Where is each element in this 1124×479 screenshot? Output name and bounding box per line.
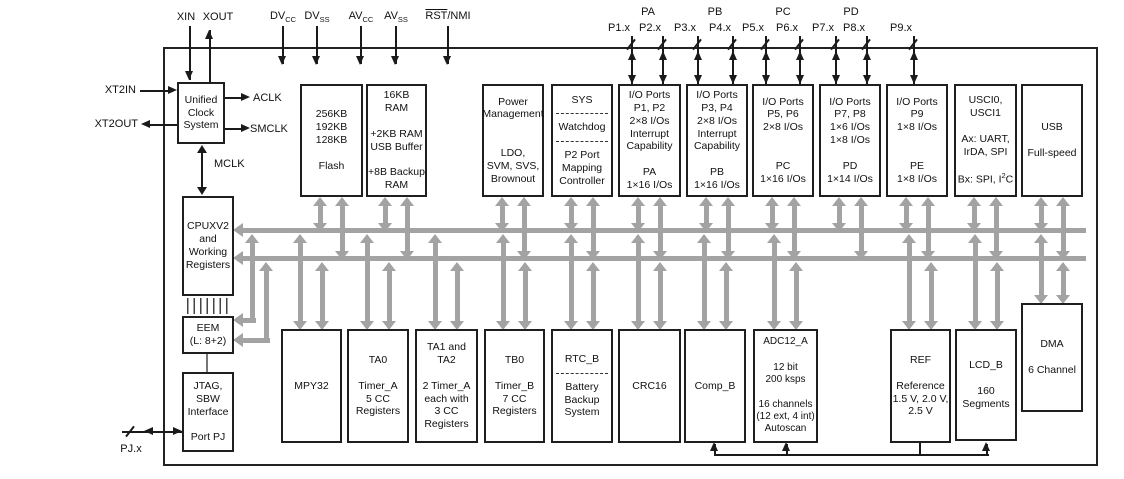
bus-link [652, 262, 668, 330]
bus-link [720, 197, 736, 260]
port-pin-line-p6 [799, 36, 801, 84]
port-pin-line-p4 [732, 36, 734, 84]
bus-link [517, 262, 533, 330]
port-pin-line-p5 [765, 36, 767, 84]
bus-link [312, 197, 328, 232]
pin-label-pjx: PJ.x [120, 443, 142, 455]
supply-arrow [356, 56, 364, 65]
aclk-arrow [241, 93, 250, 101]
bus-link [766, 234, 782, 330]
block-unified-clock-system: Unified Clock System [177, 82, 225, 144]
block-lcd-b: LCD_B 160 Segments [955, 329, 1017, 441]
pin-label-rst-nmi: $\overline{RST}$/NMI [425, 10, 471, 22]
xout-arrow [205, 30, 213, 39]
block-io-ports-p1-p2: I/O Ports P1, P2 2×8 I/Os Interrupt Capability PA 1×16 I/Os [618, 84, 681, 197]
block-adc12: ADC12_A 12 bit 200 ksps 16 channels (12 ext, 4 int) Autoscan [753, 329, 818, 443]
bus-link [652, 197, 668, 260]
smclk-arrow [241, 124, 250, 132]
bus-link [563, 197, 579, 232]
pin-label-p8x: P8.x [842, 22, 865, 34]
pin-label-xt2in: XT2IN [104, 84, 136, 96]
supply-arrow [391, 56, 399, 65]
xt2out-line [150, 124, 177, 126]
bus-link [988, 197, 1004, 260]
port-pin-line-p2 [662, 36, 664, 84]
port-group-label-pa: PA [641, 6, 655, 18]
bus-link [359, 234, 375, 330]
bus-link [1033, 197, 1049, 232]
eem-bus-arm [243, 338, 270, 343]
ref-to-lcd-arrow [982, 442, 990, 451]
port-pin-line-p8 [866, 36, 868, 84]
bus-link [967, 234, 983, 330]
block-ram: 16KB RAM +2KB RAM USB Buffer +8B Backup RAM [366, 84, 427, 197]
pin-label-avcc: $AV_{CC}$ [348, 10, 374, 25]
bus-link-eem [258, 262, 274, 343]
bus-link [449, 262, 465, 330]
port-pin-line-p3 [697, 36, 699, 84]
bus-link [377, 197, 393, 232]
bus-link [831, 197, 847, 232]
bus-link [585, 262, 601, 330]
block-mpy32: MPY32 [281, 329, 342, 443]
block-comp-b: Comp_B [684, 329, 746, 443]
block-io-ports-p5-p6: I/O Ports P5, P6 2×8 I/Os PC 1×16 I/Os [752, 84, 814, 197]
bus-link [788, 262, 804, 330]
bus-link [966, 197, 982, 232]
bus-link [381, 262, 397, 330]
bus-link [334, 197, 350, 260]
port-group-label-pd: PD [843, 6, 859, 18]
bus-link [494, 197, 510, 232]
port-pin-line-p9 [913, 36, 915, 84]
signal-label-smclk: SMCLK [250, 123, 288, 135]
supply-arrow [312, 56, 320, 65]
eem-jtag-link [206, 354, 208, 372]
bus-link [630, 234, 646, 330]
bus-link [920, 197, 936, 260]
block-cpu: CPUXV2 and Working Registers [182, 196, 234, 296]
pin-label-p2x: P2.x [638, 22, 661, 34]
block-io-ports-p9: I/O Ports P9 1×8 I/Os PE 1×8 I/Os [886, 84, 948, 197]
bus-link [630, 197, 646, 232]
block-rtc: RTC_B Battery Backup System [551, 329, 613, 443]
pin-label-p4x: P4.x [708, 22, 731, 34]
bus-link [292, 234, 308, 330]
bus-link [764, 197, 780, 232]
block-io-ports-p3-p4: I/O Ports P3, P4 2×8 I/Os Interrupt Capability PB 1×16 I/Os [686, 84, 748, 197]
bus-link [1055, 262, 1071, 304]
xt2in-line [140, 90, 169, 92]
port-pin-line-p7 [835, 36, 837, 84]
ref-to-comp-arrow [710, 442, 718, 451]
bus-link [1055, 197, 1071, 260]
smclk-line [225, 128, 242, 130]
port-group-label-pb: PB [707, 6, 723, 18]
reset-arrow [443, 56, 451, 65]
bus-link [898, 197, 914, 232]
bus-link [923, 262, 939, 330]
pin-label-dvcc: $DV_{CC}$ [269, 10, 297, 25]
block-ref: REF Reference 1.5 V, 2.0 V, 2.5 V [890, 329, 951, 443]
pin-label-p7x: P7.x [811, 22, 834, 34]
block-io-ports-p7-p8: I/O Ports P7, P8 1×6 I/Os 1×8 I/Os PD 1×14 I/Os [819, 84, 881, 197]
bus-link [1033, 234, 1049, 304]
pin-label-p3x: P3.x [673, 22, 696, 34]
supply-arrow [278, 56, 286, 65]
block-crc16: CRC16 [618, 329, 681, 443]
bus-link [399, 197, 415, 260]
bus-link [901, 234, 917, 330]
pjx-arrow-right [173, 427, 182, 435]
xt2in-arrow [168, 86, 177, 94]
block-jtag: JTAG, SBW Interface Port PJ [182, 372, 234, 452]
bus-link [853, 197, 869, 260]
cpu-eem-bus-hatch [187, 298, 229, 314]
bus-link [585, 197, 601, 260]
mclk-arrow [196, 145, 208, 195]
ref-to-adc-arrow [782, 442, 790, 451]
pin-label-p6x: P6.x [775, 22, 798, 34]
block-ta0: TA0 Timer_A 5 CC Registers [347, 329, 409, 443]
block-power-management: Power Management LDO, SVM, SVS, Brownout [482, 84, 544, 197]
block-usci: USCI0, USCI1 Ax: UART, IrDA, SPI Bx: SPI, $I^2C$ [954, 84, 1017, 197]
pjx-arrow-left [144, 427, 153, 435]
pin-label-xin: XIN [176, 11, 196, 23]
block-flash: 256KB 192KB 128KB Flash [300, 84, 363, 197]
bus-link [427, 234, 443, 330]
port-group-label-pc: PC [775, 6, 791, 18]
bus-link [786, 197, 802, 260]
signal-label-aclk: ACLK [253, 92, 282, 104]
pin-label-xt2out: XT2OUT [94, 118, 138, 130]
pin-label-avss: $AV_{SS}$ [384, 10, 408, 25]
ref-route-line [714, 454, 989, 456]
pin-label-p1x: P1.x [607, 22, 630, 34]
block-ta1-ta2: TA1 and TA2 2 Timer_A each with 3 CC Registers [415, 329, 478, 443]
block-tb0: TB0 Timer_B 7 CC Registers [484, 329, 545, 443]
bus-link [696, 234, 712, 330]
bus-link [989, 262, 1005, 330]
xt2out-arrow [141, 120, 150, 128]
block-sys: SYS Watchdog P2 Port Mapping Controller [551, 84, 613, 197]
block-dma: DMA 6 Channel [1021, 303, 1083, 412]
eem-bus-arm [243, 318, 256, 323]
port-pin-line-p1 [631, 36, 633, 84]
aclk-line [225, 97, 242, 99]
pin-label-p9x: P9.x [889, 22, 912, 34]
block-eem: EEM (L: 8+2) [182, 316, 234, 354]
ref-route-source [919, 443, 921, 455]
bus-link [718, 262, 734, 330]
bus-link [563, 234, 579, 330]
block-usb: USB Full-speed [1021, 84, 1083, 197]
signal-label-mclk: MCLK [214, 158, 245, 170]
pin-label-xout: XOUT [202, 11, 234, 23]
xin-arrow [185, 71, 193, 80]
bus-link [314, 262, 330, 330]
pin-label-p5x: P5.x [741, 22, 764, 34]
pin-label-dvss: $DV_{SS}$ [304, 10, 330, 25]
bus-link [495, 234, 511, 330]
bus-link [698, 197, 714, 232]
bus-link [516, 197, 532, 260]
